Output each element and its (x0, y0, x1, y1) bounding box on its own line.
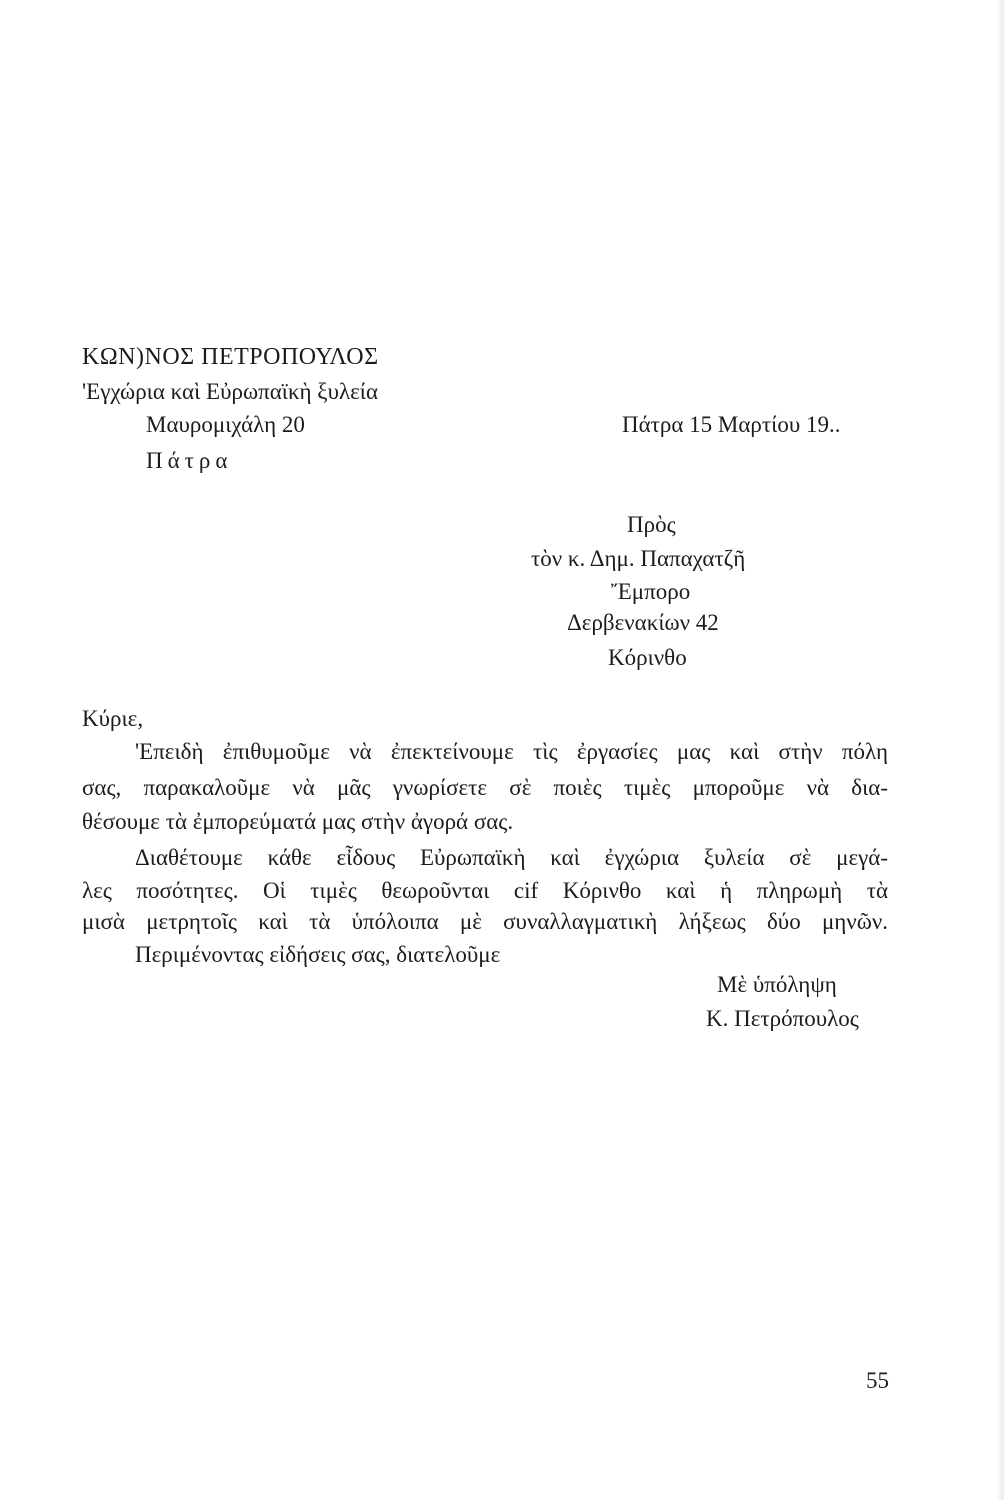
recipient-city: Κόρινθο (608, 645, 687, 670)
body-line: λες ποσότητες. Οἱ τιμὲς θεωροῦνται cif Κόρινθο καὶ ἡ πληρωμὴ τὰ (82, 878, 888, 903)
sender-city: Πάτρα (146, 448, 233, 473)
signature: Κ. Πετρόπουλος (706, 1006, 859, 1031)
recipient-title: Ἔμπορο (611, 579, 691, 604)
greeting: Κύριε, (82, 706, 144, 731)
body-line: Διαθέτουμε κάθε εἶδους Εὐρωπαϊκὴ καὶ ἐγχώρια ξυλεία σὲ μεγά- (135, 845, 888, 870)
page-number: 55 (866, 1368, 889, 1393)
body-line: 'Επειδὴ ἐπιθυμοῦμε νὰ ἐπεκτείνουμε τὶς ἐργασίες μας καὶ στὴν πόλη (135, 739, 888, 764)
body-line: μισὰ μετρητοῖς καὶ τὰ ὑπόλοιπα μὲ συναλλαγματικὴ λήξεως δύο μηνῶν. (82, 909, 888, 934)
sender-street: Μαυρομιχάλη 20 (146, 412, 305, 437)
body-line: θέσουμε τὰ ἐμπορεύματά μας στὴν ἀγορά σας. (82, 809, 514, 834)
body-line: Περιμένοντας εἰδήσεις σας, διατελοῦμε (135, 942, 501, 967)
sender-business: 'Εγχώρια καὶ Εὐρωπαϊκὴ ξυλεία (82, 379, 379, 404)
recipient-street: Δερβενακίων 42 (567, 610, 719, 635)
recipient-name: τὸν κ. Δημ. Παπαχατζῆ (531, 546, 746, 571)
page-edge-shadow (996, 0, 1004, 1500)
recipient-to: Πρὸς (627, 512, 676, 537)
sender-name: ΚΩΝ)ΝΟΣ ΠΕΤΡΟΠΟΥΛΟΣ (82, 344, 379, 370)
place-date: Πάτρα 15 Μαρτίου 19.. (622, 412, 841, 437)
body-line: σας, παρακαλοῦμε νὰ μᾶς γνωρίσετε σὲ ποιὲς τιμὲς μποροῦμε νὰ δια- (82, 775, 888, 800)
closing: Μὲ ὑπόληψη (717, 972, 837, 997)
